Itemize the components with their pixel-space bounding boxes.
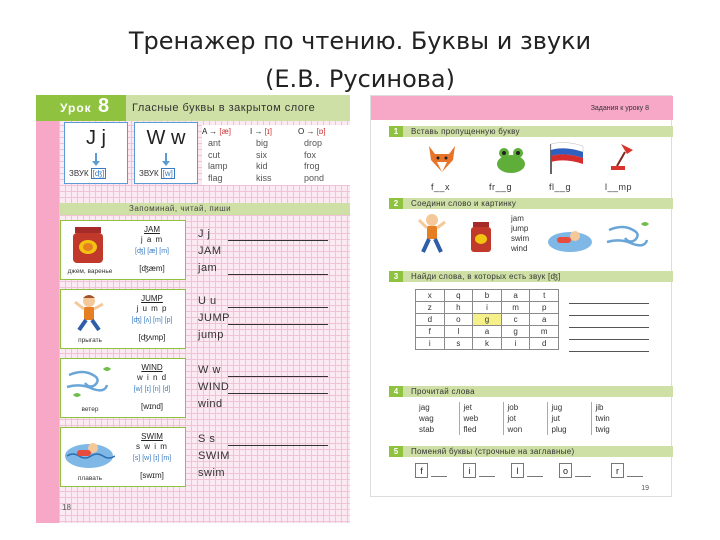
word-caption: ветер bbox=[81, 406, 99, 413]
task-bar-3 bbox=[389, 271, 673, 282]
lesson-word: Урок bbox=[60, 101, 92, 115]
page-number-left: 18 bbox=[62, 503, 71, 512]
read-words-table bbox=[415, 402, 635, 435]
write-line[interactable]: U u bbox=[198, 295, 328, 312]
letter-card-w bbox=[134, 122, 198, 184]
slide-title-line2: (Е.В. Русинова) bbox=[265, 65, 455, 93]
match-word[interactable]: swim bbox=[511, 234, 530, 243]
word-letters: s w i m bbox=[136, 442, 168, 451]
grid-cell[interactable]: f bbox=[416, 326, 445, 338]
lesson-number: 8 bbox=[98, 95, 110, 117]
grid-cell[interactable]: k bbox=[473, 338, 502, 350]
grid-cell[interactable]: d bbox=[530, 338, 559, 350]
task-number: 3 bbox=[389, 271, 403, 282]
remember-bar bbox=[59, 203, 350, 215]
letter-card-j bbox=[64, 122, 128, 184]
word-title: SWIM bbox=[141, 432, 163, 441]
fox-icon bbox=[423, 140, 461, 176]
word-transcription: [ʤæm] bbox=[139, 264, 165, 273]
letter-card-sound: ЗВУК [ʤ] bbox=[69, 169, 105, 178]
write-block-jam bbox=[198, 228, 328, 279]
read-word: won bbox=[503, 424, 547, 435]
grid-cell[interactable]: o bbox=[444, 314, 473, 326]
page-number-right: 19 bbox=[641, 485, 649, 492]
fill-word: fl__g bbox=[549, 182, 572, 192]
task-bar-5 bbox=[389, 446, 673, 457]
word-card-wind bbox=[60, 358, 186, 418]
read-word: jag bbox=[415, 402, 459, 413]
read-word: jut bbox=[547, 413, 591, 424]
lamp-icon bbox=[607, 140, 637, 176]
word-letters: w i n d bbox=[136, 373, 168, 382]
read-word: fled bbox=[459, 424, 503, 435]
grid-cell[interactable]: i bbox=[501, 338, 530, 350]
jam-jar-icon bbox=[467, 220, 495, 254]
answer-line[interactable] bbox=[569, 316, 649, 328]
word-caption: джем, варенье bbox=[67, 268, 113, 275]
swap-answer-line[interactable] bbox=[575, 476, 591, 477]
answer-lines bbox=[569, 292, 649, 352]
jumping-boy-icon bbox=[415, 212, 449, 256]
grid-cell[interactable]: q bbox=[444, 290, 473, 302]
word-sounds: [ʤ] [æ] [m] bbox=[135, 248, 169, 255]
read-word: twin bbox=[595, 414, 610, 423]
swap-answer-line[interactable] bbox=[431, 476, 447, 477]
letter-grid bbox=[415, 289, 559, 350]
read-word: jot bbox=[503, 413, 547, 424]
vowel-column-a: A → [æ] ant cut lamp flag bbox=[202, 127, 231, 183]
write-line[interactable]: jam bbox=[198, 262, 328, 279]
swap-letters-row bbox=[415, 463, 651, 479]
task-number: 5 bbox=[389, 446, 403, 457]
grid-cell[interactable]: g bbox=[501, 326, 530, 338]
write-line[interactable]: swim bbox=[198, 467, 226, 479]
write-block-wind bbox=[198, 364, 328, 415]
write-line[interactable]: JUMP bbox=[198, 312, 328, 329]
letter-card-letters: J j bbox=[86, 127, 106, 149]
lesson-tag bbox=[36, 95, 126, 121]
jam-jar-icon bbox=[63, 223, 115, 267]
task-bar-4 bbox=[389, 386, 673, 397]
match-word[interactable]: jam bbox=[511, 214, 524, 223]
read-word: stab bbox=[415, 424, 459, 435]
read-word: wag bbox=[415, 413, 459, 424]
word-card-jump bbox=[60, 289, 186, 349]
match-word[interactable]: wind bbox=[511, 244, 528, 253]
read-word: twig bbox=[595, 425, 610, 434]
read-word: plug bbox=[547, 424, 591, 435]
grid-cell[interactable]: i bbox=[416, 338, 445, 350]
answer-line[interactable] bbox=[569, 340, 649, 352]
grid-cell[interactable]: a bbox=[530, 314, 559, 326]
word-transcription: [wɪnd] bbox=[141, 402, 163, 411]
swap-letter: r bbox=[611, 463, 624, 478]
word-title: JAM bbox=[144, 225, 160, 234]
lesson-header bbox=[36, 95, 350, 121]
vowel-column-i: I → [ɪ] big six kid kiss bbox=[250, 127, 272, 183]
russian-flag-icon bbox=[547, 140, 587, 176]
fill-word: fr__g bbox=[489, 182, 513, 192]
word-transcription: [swɪm] bbox=[140, 471, 164, 480]
grid-cell[interactable]: d bbox=[416, 314, 445, 326]
word-caption: прыгать bbox=[78, 337, 102, 344]
word-letters: j u m p bbox=[136, 304, 168, 313]
task-text: Соедини слово и картинку bbox=[411, 199, 517, 208]
task-text: Поменяй буквы (строчные на заглавные) bbox=[411, 447, 575, 456]
grid-cell[interactable]: l bbox=[444, 326, 473, 338]
task-bar-2 bbox=[389, 198, 673, 209]
task-bar-1 bbox=[389, 126, 673, 137]
letter-card-sound: ЗВУК [w] bbox=[139, 169, 173, 178]
answer-line[interactable] bbox=[569, 328, 649, 340]
vowel-column-o: O → [ɒ] drop fox frog pond bbox=[298, 127, 326, 183]
word-sounds: [ʤ] [ʌ] [m] [p] bbox=[131, 317, 173, 324]
match-word-list bbox=[511, 214, 529, 254]
word-card-swim bbox=[60, 427, 186, 487]
word-title: JUMP bbox=[141, 294, 163, 303]
slide-title bbox=[0, 22, 720, 98]
grid-cell[interactable]: a bbox=[473, 326, 502, 338]
arrowhead-icon bbox=[92, 161, 100, 166]
right-page-header-text: Задания к уроку 8 bbox=[590, 105, 649, 112]
word-caption: плавать bbox=[77, 475, 103, 482]
read-word: jib bbox=[595, 403, 604, 412]
read-word: jet bbox=[459, 402, 503, 413]
swap-letter: f bbox=[415, 463, 428, 478]
swap-letter: l bbox=[511, 463, 524, 478]
read-word: web bbox=[459, 413, 503, 424]
grid-cell[interactable]: z bbox=[416, 302, 445, 314]
read-word: jug bbox=[547, 402, 591, 413]
swap-answer-line[interactable] bbox=[479, 476, 495, 477]
grid-cell[interactable]: p bbox=[530, 302, 559, 314]
swap-answer-line[interactable] bbox=[627, 476, 643, 477]
slide-title-line1: Тренажер по чтению. Буквы и звуки bbox=[128, 27, 592, 55]
fill-word: f__x bbox=[431, 182, 451, 192]
write-block-jump bbox=[198, 295, 328, 346]
grid-cell[interactable]: m bbox=[501, 302, 530, 314]
fill-word: l__mp bbox=[605, 182, 633, 192]
write-line[interactable]: J j bbox=[198, 228, 328, 245]
match-word[interactable]: jump bbox=[511, 224, 529, 233]
lesson-title: Гласные буквы в закрытом слоге bbox=[132, 102, 316, 114]
remember-title: Запоминай, читай, пиши bbox=[129, 204, 232, 213]
write-line[interactable]: S s bbox=[198, 433, 328, 450]
swap-letter: i bbox=[463, 463, 476, 478]
read-word: job bbox=[503, 402, 547, 413]
left-page bbox=[36, 95, 350, 523]
grid-cell-highlighted[interactable]: g bbox=[473, 314, 502, 326]
wind-swirl-icon bbox=[605, 218, 651, 254]
task-number: 4 bbox=[389, 386, 403, 397]
write-line[interactable]: JAM bbox=[198, 245, 222, 257]
answer-line[interactable] bbox=[569, 304, 649, 316]
swap-letter: o bbox=[559, 463, 572, 478]
word-transcription: [ʤʌmp] bbox=[138, 333, 166, 342]
swimmer-icon bbox=[63, 430, 115, 474]
write-line[interactable]: SWIM bbox=[198, 450, 230, 462]
grid-cell[interactable]: t bbox=[530, 290, 559, 302]
word-title: WIND bbox=[141, 363, 163, 372]
grid-cell[interactable]: i bbox=[473, 302, 502, 314]
task-number: 1 bbox=[389, 126, 403, 137]
letter-card-letters: W w bbox=[146, 127, 186, 149]
arrowhead-icon bbox=[162, 161, 170, 166]
grid-cell[interactable]: a bbox=[501, 290, 530, 302]
word-card-jam bbox=[60, 220, 186, 280]
grid-cell[interactable]: b bbox=[473, 290, 502, 302]
task-text: Прочитай слова bbox=[411, 387, 475, 396]
grid-cell[interactable]: m bbox=[530, 326, 559, 338]
wind-swirl-icon bbox=[63, 361, 115, 405]
right-page bbox=[370, 95, 672, 497]
grid-cell[interactable]: c bbox=[501, 314, 530, 326]
task-number: 2 bbox=[389, 198, 403, 209]
write-line[interactable]: WIND bbox=[198, 381, 328, 398]
swimmer-icon bbox=[547, 224, 593, 254]
grid-cell[interactable]: x bbox=[416, 290, 445, 302]
write-line[interactable]: jump bbox=[198, 329, 224, 341]
word-letters: j a m bbox=[140, 235, 164, 244]
write-line[interactable]: wind bbox=[198, 398, 223, 410]
word-sounds: [s] [w] [ɪ] [m] bbox=[132, 455, 172, 462]
grid-cell[interactable]: h bbox=[444, 302, 473, 314]
swap-answer-line[interactable] bbox=[527, 476, 543, 477]
right-page-header bbox=[371, 96, 673, 120]
task-text: Найди слова, в которых есть звук [ʤ] bbox=[411, 272, 561, 281]
word-sounds: [w] [ɪ] [n] [d] bbox=[133, 386, 171, 393]
jumping-boy-icon bbox=[63, 292, 115, 336]
vowel-table bbox=[202, 125, 350, 185]
frog-icon bbox=[493, 142, 529, 176]
write-block-swim bbox=[198, 433, 328, 484]
answer-line[interactable] bbox=[569, 292, 649, 304]
task-text: Вставь пропущенную букву bbox=[411, 127, 520, 136]
grid-cell[interactable]: s bbox=[444, 338, 473, 350]
write-line[interactable]: W w bbox=[198, 364, 328, 381]
